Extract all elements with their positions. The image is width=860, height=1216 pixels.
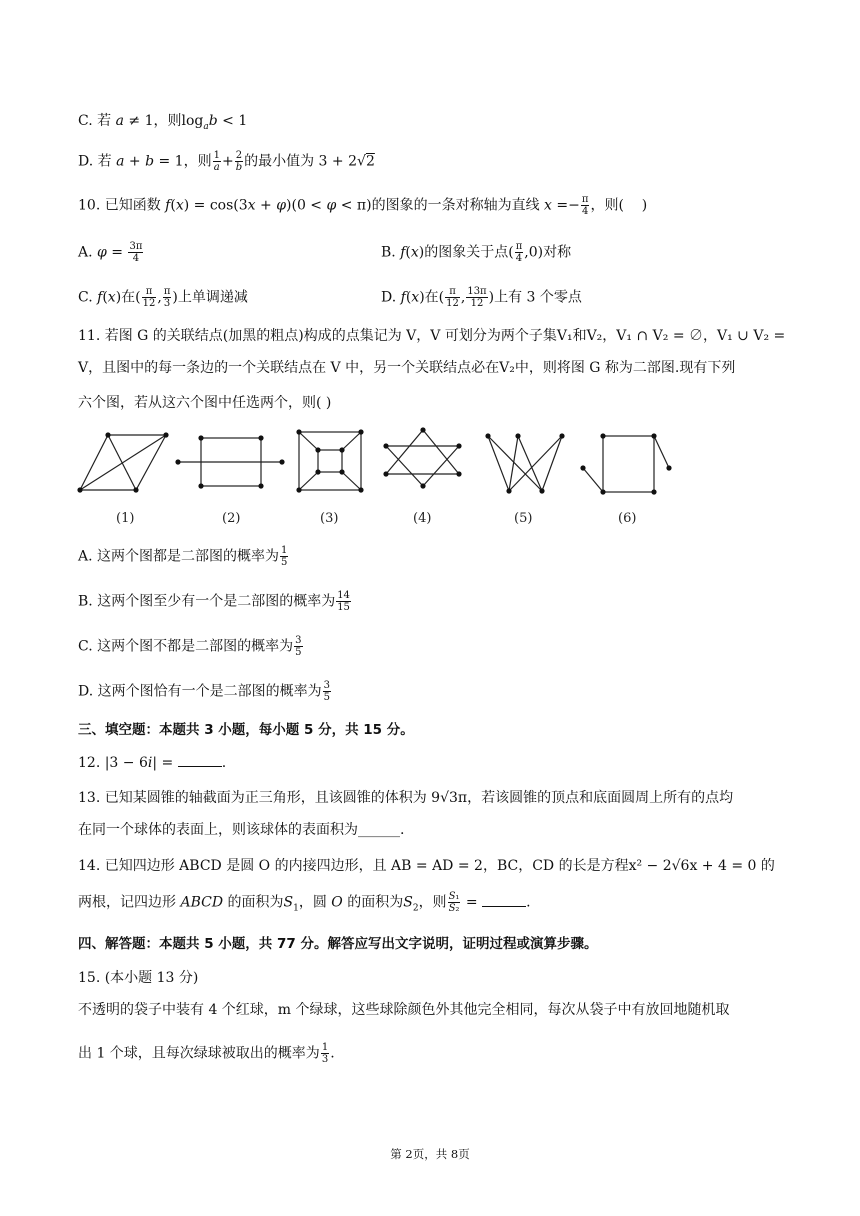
q15-line2: 出 1 个球，且每次绿球被取出的概率为 $\frac{1}{3}$ . — [78, 1042, 335, 1065]
q13-line2: 在同一个球体的表面上，则该球体的表面积为______. — [78, 822, 405, 838]
section3-heading: 三、填空题：本题共 3 小题，每小题 5 分，共 15 分。 — [78, 722, 414, 738]
figure-label-6: (6) — [618, 511, 637, 526]
q11-stem-line1: 11. 若图 G 的关联结点(加黑的粗点)构成的点集记为 V，V 可划分为两个子集V₁和V₂，V₁ ∩ V₂ = ∅，V₁ ∪ V₂ = — [78, 328, 786, 344]
q11-option-c: C. 这两个图不都是二部图的概率为 $\frac{3}{5}$ — [78, 635, 302, 658]
q10-option-a: A. φ = $\frac{3\pi}{4}$ — [78, 241, 143, 264]
q11-option-b: B. 这两个图至少有一个是二部图的概率为 $\frac{14}{15}$ — [78, 590, 350, 613]
figure-label-3: (3) — [320, 511, 339, 526]
graph-1 — [80, 435, 166, 490]
figure-label-5: (5) — [514, 511, 533, 526]
q14-line1: 14. 已知四边形 ABCD 是圆 O 的内接四边形，且 AB = AD = 2，BC，CD 的长是方程x² − 2√6x + 4 = 0 的 — [78, 858, 775, 874]
q11-option-a: A. 这两个图都是二部图的概率为 $\frac{1}{5}$ — [78, 545, 288, 568]
q10-option-b: B. f(x)的图象关于点( $\frac{\pi}{4}$ ,0)对称 — [381, 241, 572, 264]
graph-3 — [299, 432, 361, 490]
figure-label-1: (1) — [116, 511, 135, 526]
q11-stem-line2: V，且图中的每一条边的一个关联结点在 V 中，另一个关联结点必在V₂中，则将图 G 称为二部图.现有下列 — [78, 360, 736, 376]
q12-text: 12. |3 − 6i| = . — [78, 755, 227, 771]
graph-4 — [386, 430, 459, 486]
q9-option-d: D. 若 a + b = 1，则 $\frac{1}{a}$ + $\frac{2}{b}$ 的最小值为 3 + 2√2 — [78, 150, 375, 173]
graph-5 — [488, 436, 562, 491]
section4-heading: 四、解答题：本题共 5 小题，共 77 分。解答应写出文字说明，证明过程或演算步骤。 — [78, 936, 598, 952]
figure-label-4: (4) — [413, 511, 432, 526]
q10-option-d: D. f(x)在( $\frac{\pi}{12}$ , $\frac{13\pi}{12}$ )上有 3 个零点 — [381, 286, 582, 309]
q11-option-d: D. 这两个图恰有一个是二部图的概率为 $\frac{3}{5}$ — [78, 680, 330, 703]
figure-label-2: (2) — [222, 511, 241, 526]
page-footer: 第 2页，共 8页 — [390, 1147, 470, 1161]
q11-stem-line3: 六个图，若从这六个图中任选两个，则( ) — [78, 395, 332, 411]
q13-line1: 13. 已知某圆锥的轴截面为正三角形，且该圆锥的体积为 9√3π，若该圆锥的顶点和底面圆周上所有的点均 — [78, 790, 734, 806]
q15-title: 15. (本小题 13 分) — [78, 970, 199, 986]
q14-line2: 两根，记四边形 ABCD 的面积为$S_1$，圆 O 的面积为$S_2$，则 $\frac{\text{S₁}}{\text{S₂}}$ = . — [78, 891, 531, 914]
graph-2 — [178, 438, 282, 486]
q10-option-c: C. f(x)在( $\frac{\pi}{12}$ , $\frac{\pi}{3}$ )上单调递减 — [78, 286, 248, 309]
graph-6 — [583, 436, 669, 492]
q11-graph-figures — [72, 426, 692, 536]
q9-option-c: C. 若 a ≠ 1，则$\log_ab < 1$ — [78, 113, 248, 132]
q10-stem: 10. 已知函数 f(x) = cos(3x + φ)(0 < φ < π)的图象的一条对称轴为直线 x =− $\frac{\pi}{4}$ ，则( ) — [78, 194, 648, 217]
q15-line1: 不透明的袋子中装有 4 个红球，m 个绿球，这些球除颜色外其他完全相同，每次从袋子中有放回地随机取 — [78, 1002, 730, 1018]
